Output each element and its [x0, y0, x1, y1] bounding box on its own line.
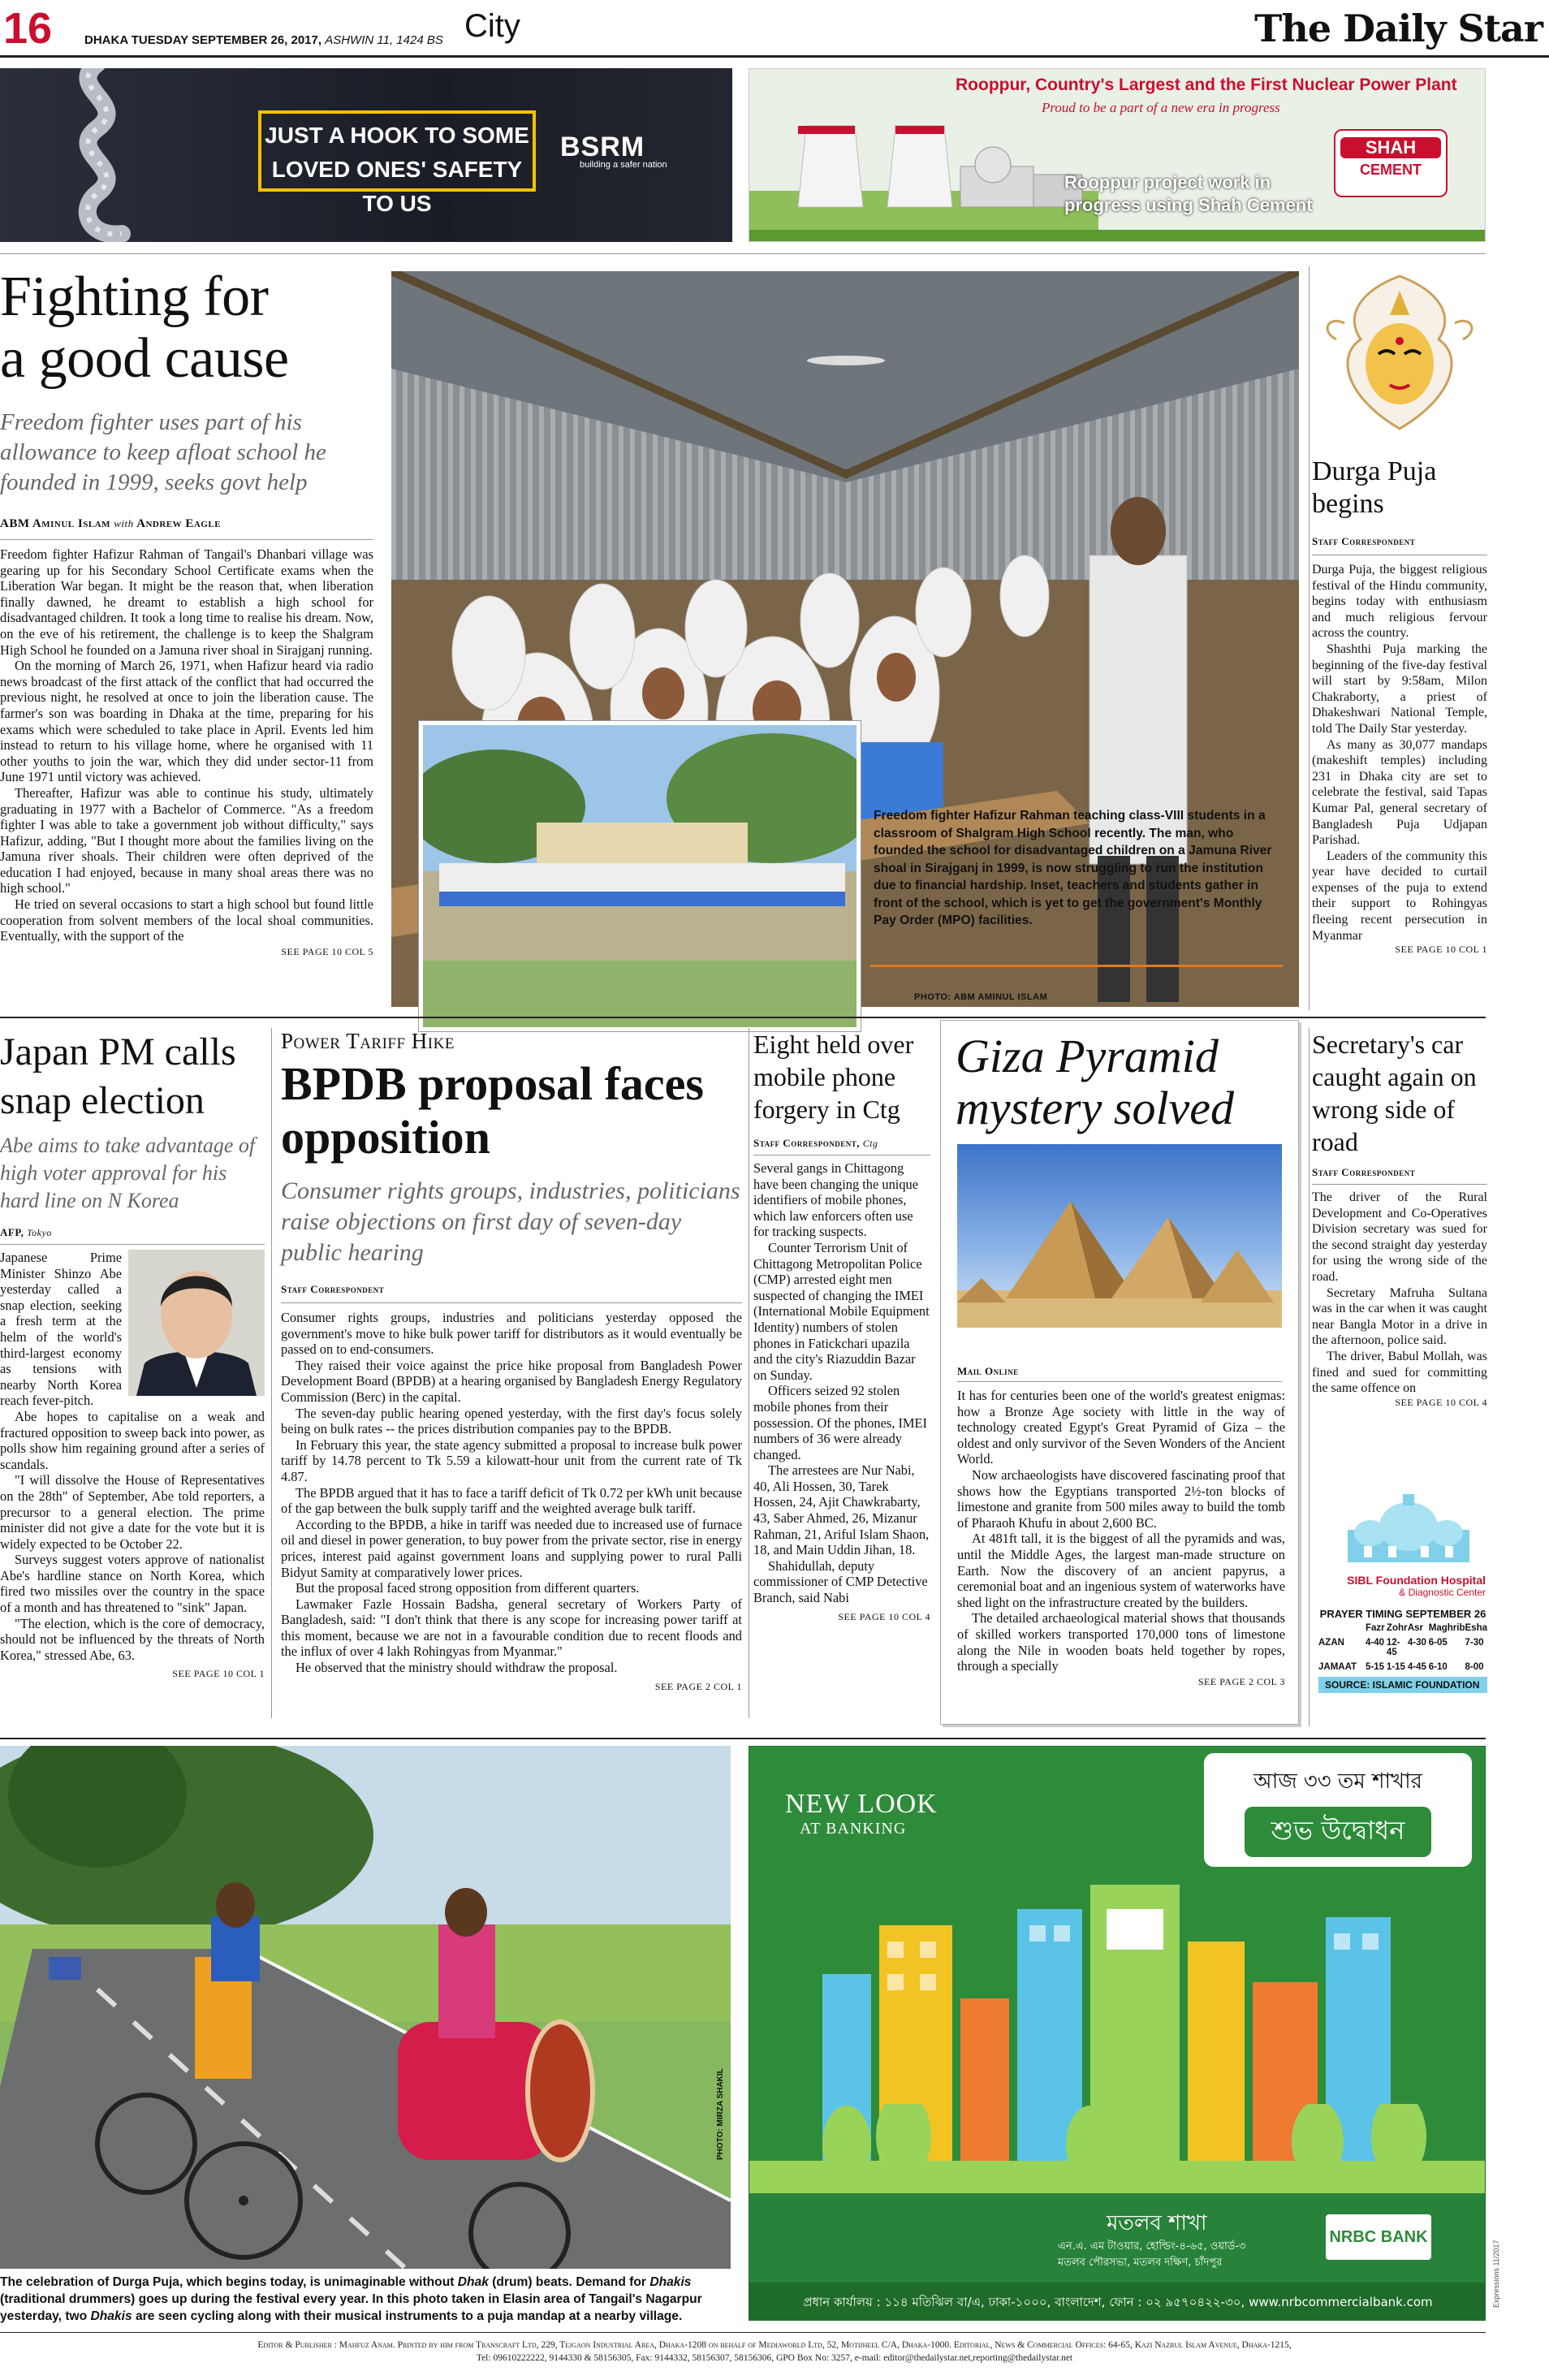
- secretary-jump[interactable]: SEE PAGE 10 COL 4: [1395, 1396, 1487, 1408]
- power-plant-illustration: [749, 93, 1098, 242]
- forgery-jump[interactable]: SEE PAGE 10 COL 4: [838, 1610, 930, 1622]
- bpdb-story: [281, 1028, 742, 1693]
- forgery-headline: Eight held over mobile phone forgery in Ctg: [753, 1030, 914, 1124]
- forgery-byline: Staff Correspondent, Ctg: [753, 1137, 878, 1149]
- bpdb-headline: BPDB proposal faces opposition: [281, 1057, 704, 1164]
- japan-story: [0, 1028, 265, 1680]
- japan-byline: AFP, Tokyo: [0, 1226, 52, 1238]
- secretary-headline: Secretary's car caught again on wrong side of road: [1312, 1030, 1477, 1156]
- japan-body: Japanese Prime Minister Shinzo Abe yesterday called a snap election, seeking a fresh term at the helm of the world's third-largest economy as tensions with nearby North Korea reach fever-pitch. Abe hopes to capitalise on a weak and fractured opposition to sweep back into power, as polls show him regaining ground after a series of scandals. "I will dissolve the House of Representatives on the 28th" of September, Abe told reporters, a precursor to a general election. The prime minister did not give a date for the vote but it is widely expected to be October 22. Surveys suggest voters approve of nationalist Abe's hardline stance on North Korea, which fired two missiles over the country in the space of a month and has threatened to "sink" Japan. "The election, which is the core of democracy, should not be influenced by the threats of North Korea," stressed Abe, 63.: [0, 1250, 265, 1663]
- caption-rule: [870, 965, 1283, 967]
- nrbc-bank-ad[interactable]: [749, 1746, 1486, 2321]
- giza-photo: [957, 1144, 1282, 1328]
- giza-byline: Mail Online: [957, 1365, 1019, 1377]
- dateline: DHAKA TUESDAY SEPTEMBER 26, 2017, ASHWIN 11, 1424 BS: [84, 33, 443, 47]
- col-rule: [1309, 1028, 1310, 1726]
- steel-hook-icon: [32, 68, 162, 242]
- shah-caption: Rooppur project work in progress using Shah Cement: [1064, 172, 1313, 215]
- lead-story: [0, 266, 373, 958]
- section-rule: [0, 1738, 1486, 1739]
- shah-headline: Rooppur, Country's Largest and the First Nuclear Power Plant: [956, 76, 1457, 94]
- japan-body-wrap: [0, 1250, 265, 1663]
- col-rule: [271, 1028, 272, 1718]
- japan-headline: Japan PM calls snap election: [0, 1030, 236, 1122]
- page-number: 16: [3, 4, 53, 53]
- prayer-source: SOURCE: ISLAMIC FOUNDATION: [1318, 1677, 1487, 1693]
- japan-deck: Abe aims to take advantage of high voter approval for his hard line on N Korea: [0, 1134, 256, 1212]
- secretary-story: [1312, 1028, 1487, 1409]
- col-rule: [1309, 266, 1310, 1010]
- durga-headline: Durga Puja begins: [1312, 456, 1437, 519]
- sibl-name: SIBL Foundation Hospital & Diagnostic Center: [1347, 1574, 1486, 1598]
- nrbc-launch-badge: আজ ৩৩ তম শাখার শুভ উদ্বোধন: [1204, 1753, 1472, 1867]
- bsrm-tagline: JUST A HOOK TO SOME LOVED ONES' SAFETY TO US: [258, 110, 536, 192]
- dhak-cyclists-photo: [0, 1746, 731, 2269]
- shah-grass-strip: [749, 230, 1486, 242]
- bpdb-body: Consumer rights groups, industries and politicians yesterday opposed the government's move to hike bulk power tariff for distributors as it would eventually be passed on to end-consumers. They raised their voice against the price hike proposal from Bangladesh Power Development Board (BPDB) at a hearing organised by Bangladesh Energy Regulatory Commission (Berc) in the capital. The seven-day public hearing opened yesterday, with the first day's focus solely being on bulk rates -- the prices distribution companies pay to the BPDB. In February this year, the state agency submitted a proposal to increase bulk power tariff by 14.78 percent to Tk 5.59 a kilowatt-hour unit from the current rate of Tk 4.87. The BPDB argued that it has to face a tariff deficit of Tk 0.72 per kWh unit because of the gap between the bulk supply tariff and the weighted average bulk tariff. According to the BPDB, a hike in tariff was needed due to increased use of furnace oil and diesel in power generation, to buy power from the private sector, rise in energy prices, interest paid against government loans and supplying power to rural Palli Bidyut Samity at comparatively lower prices. But the proposal faced strong opposition from different quarters. Lawmaker Fazle Hossain Badsha, general secretary of Workers Party of Bangladesh, said: "I don't think that there is any scope for increasing power tariff at this moment, because we are not in a favourable condition due to recent floods and the influx of over 4 lakh Rohingyas from Myanmar." He observed that the ministry should withdraw the proposal.: [281, 1310, 742, 1676]
- durga-jump[interactable]: SEE PAGE 10 COL 1: [1395, 944, 1487, 956]
- bpdb-byline: Staff Correspondent: [281, 1283, 385, 1295]
- imprint: Editor & Publisher : Mahfuz Anam. Printed by him from Transcraft Ltd, 229, Tejgaon Industrial Area, Dhaka-1208 on behalf of Mediaworld Ltd, 52, Motijheel C/A, Dhaka-1000. Editorial, News & Commercial Offices: 64-65, Kazi Nazrul Islam Avenue, Dhaka-1215, Tel: 09610222222, 9144330 & 58156305, Fax: 9144332, 58156307, 58156306, GPO Box No: 3257, e-mail: editor@thedailystar.net,reporting@thedailystar.net: [257, 2340, 1292, 2363]
- nrbc-new-look: NEW LOOK: [785, 1789, 938, 1819]
- masthead-rule: [0, 55, 1549, 58]
- secretary-byline: Staff Correspondent: [1312, 1166, 1416, 1178]
- cyclists-illustration: [0, 1746, 731, 2269]
- prayer-timing: [1318, 1608, 1487, 1693]
- nrbc-branch-name: মতলব শাখা: [1107, 2211, 1207, 2235]
- durga-face-icon: [1312, 266, 1487, 442]
- nrbc-footer: প্রধান কার্যালয় : ১১৪ মতিঝিল বা/এ, ঢাকা-১০০০, বাংলাদেশ, ফোন : ০২ ৯৫৭০৪২২-৩০, www.nrbcommercialbank.com: [749, 2283, 1486, 2321]
- bsrm-logo: BSRM building a safer nation: [560, 132, 667, 170]
- bpdb-kicker: Power Tariff Hike: [281, 1029, 455, 1053]
- section-rule: [0, 1017, 1486, 1018]
- pyramids-illustration: [957, 1144, 1282, 1328]
- lead-caption: Freedom fighter Hafizur Rahman teaching class-VIII students in a classroom of Shalgram High School recently. The man, who founded the school for disadvantaged children on a Jamuna River shoal in Sirajganj in 1999, is now struggling to run the institution due to financial hardship. Inset, teachers and students gather in front of the school, which is yet to get the government's Monthly Pay Order (MPO) facilities.: [874, 809, 1272, 927]
- lead-byline: ABM Aminul Islam with Andrew Eagle: [0, 517, 222, 530]
- paper-name: The Daily Star: [1254, 6, 1543, 50]
- lead-headline: Fighting for a good cause: [0, 266, 289, 390]
- agency-tag: Expressions 11/2017: [1492, 2240, 1500, 2308]
- shah-subline: Proud to be a part of a new era in progress: [1042, 100, 1280, 115]
- forgery-story: [753, 1028, 930, 1623]
- lead-deck: Freedom fighter uses part of his allowance to keep afloat school he founded in 1999, seeks govt help: [0, 409, 326, 495]
- bottom-photo-caption: The celebration of Durga Puja, which begins today, is unimaginable without Dhak (drum) beats. Demand for Dhakis (traditional drummers) goes up during the festival every year. In this photo taken in Elasin area of Tangail's Nagarpur yesterday, two Dhakis are seen cycling along with their musical instruments to a puja mandap at a nearby village.: [0, 2275, 702, 2323]
- durga-byline: Staff Correspondent: [1312, 535, 1416, 547]
- japan-photo-abe: [128, 1250, 265, 1396]
- abe-portrait: [128, 1250, 265, 1396]
- lead-body: Freedom fighter Hafizur Rahman of Tangail's Dhanbari village was gearing up for his Secondary School Certificate exams when the Liberation War began. It might be the reason that, when liberation finally dawned, he dreamt to establish a high school for disadvantaged children. It took a long time to realise his dream. Now, on the eve of his retirement, the challenge is to keep the Shalgram High School he founded on a Jamuna river shoal in Sirajganj running. On the morning of March 26, 1971, when Hafizur heard via radio news broadcast of the first attack of the conflict that had occurred the previous night, he resolved at once to join the liberation cause. The farmer's son was boarding in Dhaka at the time, preparing for his exams which were scheduled to take place in April. Events led him instead to return to his village home, where he organised with 11 other youths to join the war, which they did under sector-11 from June 1971 until victory was achieved. Thereafter, Hafizur was able to continue his study, ultimately graduating in 1977 with a Bachelor of Commerce. "As a freedom fighter I was able to take a government job without difficulty," says Hafizur, adding, "But I thought more about the families living on the Jamuna river shoals. Their children were often deprived of the education I had enjoyed, because in many shoal areas there was no high school." He tried on several occasions to start a high school but found little cooperation from solvent members of the local shoal communities. Eventually, with the support of the: [0, 546, 373, 944]
- forgery-body: Several gangs in Chittagong have been changing the unique identifiers of mobile phones, which law enforcers often use for tracking suspects. Counter Terrorism Unit of Chittagong Metropolitan Police (CMP) arrested eight men suspected of changing the IMEI (International Mobile Equipment Identity) numbers of stolen phones in Fatickchari upazila and the city's Riazuddin Bazar on Sunday. Officers seized 92 stolen mobile phones from their possession. Of the phones, IMEI numbers of 36 were already changed. The arrestees are Nur Nabi, 40, Ali Hossen, 30, Tarek Hossen, 24, Ajit Chawkrabarty, 43, Saber Ahmed, 26, Mizanur Rahman, 21, Ariful Islam Shaon, 18, and Main Uddin Jihan, 18. Shahidullah, deputy commissioner of CMP Detective Branch, said Nabi: [753, 1160, 930, 1606]
- secretary-body: The driver of the Rural Development and Co-Operatives Division secretary was sued for the second straight day yesterday for using the wrong side of the road. Secretary Mafruha Sultana was in the car when it was caught near Bangla Motor in a drive in the afternoon, police said. The driver, Babul Mollah, was fined and sued for committing the same offence on: [1312, 1190, 1487, 1396]
- masthead: [0, 6, 1549, 55]
- ads-divider: [0, 253, 1486, 254]
- bsrm-ad[interactable]: [0, 68, 732, 242]
- bpdb-deck: Consumer rights groups, industries, politicians raise objections on first day of seven-day public hearing: [281, 1177, 740, 1266]
- nrbc-branch-address: এন.এ. এম টাওয়ার, হোল্ডিং-৪-৬৫, ওয়ার্ড-৩ মতলব পৌরসভা, মতলব দক্ষিণ, চাঁদপুর: [1058, 2240, 1246, 2269]
- lead-photo-credit: PHOTO: ABM AMINUL ISLAM: [914, 992, 1048, 1002]
- shah-logo: SHAH CEMENT: [1334, 129, 1448, 197]
- durga-body: Durga Puja, the biggest religious festival of the Hindu community, begins today with enthusiasm and much religious fervour across the country. Shashthi Puja marking the beginning of the five-day festival will start by 9:58am, Milon Chakraborty, a priest of Dhakeshwari National Temple, told The Daily Star yesterday. As many as 30,077 mandaps (makeshift temples) including 231 in Dhaka city are set to celebrate the festival, said Tapas Kumar Pal, general secretary of Bangladesh Puja Udjapan Parishad. Leaders of the community this year have decided to curtail expenses of the puja to extend their support to Rohingyas fleeing recent persecution in Myanmar: [1312, 563, 1487, 943]
- mosque-icon: [1331, 1489, 1486, 1567]
- lead-inset-photo: [419, 721, 861, 1031]
- giza-jump[interactable]: SEE PAGE 2 COL 3: [1197, 1675, 1285, 1687]
- durga-story: [1312, 266, 1487, 956]
- japan-jump[interactable]: SEE PAGE 10 COL 1: [172, 1668, 265, 1680]
- prayer-title: PRAYER TIMING SEPTEMBER 26: [1319, 1608, 1486, 1620]
- bpdb-jump[interactable]: SEE PAGE 2 COL 1: [654, 1680, 742, 1692]
- trees-illustration: [749, 2104, 1486, 2193]
- bottom-photo-credit: PHOTO: MIRZA SHAKIL: [716, 2068, 725, 2160]
- school-assembly-illustration: [423, 725, 856, 1027]
- giza-body: It has for centuries been one of the world's greatest enigmas: how a Bronze Age society with little in the way of technology created Egypt's Great Pyramid of Giza – the oldest and only survivor of the Seven Wonders of the Ancient World. Now archaeologists have discovered fascinating proof that shows how the Egyptians transported 2½-ton blocks of limestone and granite from 500 miles away to build the tomb of Pharaoh Khufu in about 2,600 BC. At 481ft tall, it is the biggest of all the pyramids and was, until the Middle Ages, the largest man-made structure on Earth. Now the discovery of an ancient papyrus, a ceremonial boat and an ingenious system of waterworks have shed light on the infrastructure created by the builders. The detailed archaeological material shows that thousands of skilled workers transported 170,000 tons of limestone along the Nile in wooden boats held together by ropes, through a specially SEE PAGE 2 COL 3: [957, 1388, 1285, 1690]
- nrbc-logo: NRBC BANK: [1326, 2214, 1431, 2260]
- imprint-rule: [0, 2332, 1486, 2333]
- sibl-logo: [1331, 1489, 1486, 1567]
- shah-cement-ad[interactable]: [749, 68, 1486, 242]
- prayer-table: Fazr Zohr Asr Maghrib Esha AZAN 4-40 12-45 4-30 6-05 7-30 JAMAAT 5-15 1-15 4-45 6-10 8-00: [1318, 1623, 1487, 1672]
- giza-box: [940, 1020, 1299, 1725]
- giza-headline: Giza Pyramid mystery solved: [956, 1030, 1235, 1134]
- section-name: City: [464, 8, 520, 44]
- lead-jump[interactable]: SEE PAGE 10 COL 5: [281, 945, 373, 957]
- nrbc-at-banking: AT BANKING: [800, 1820, 907, 1838]
